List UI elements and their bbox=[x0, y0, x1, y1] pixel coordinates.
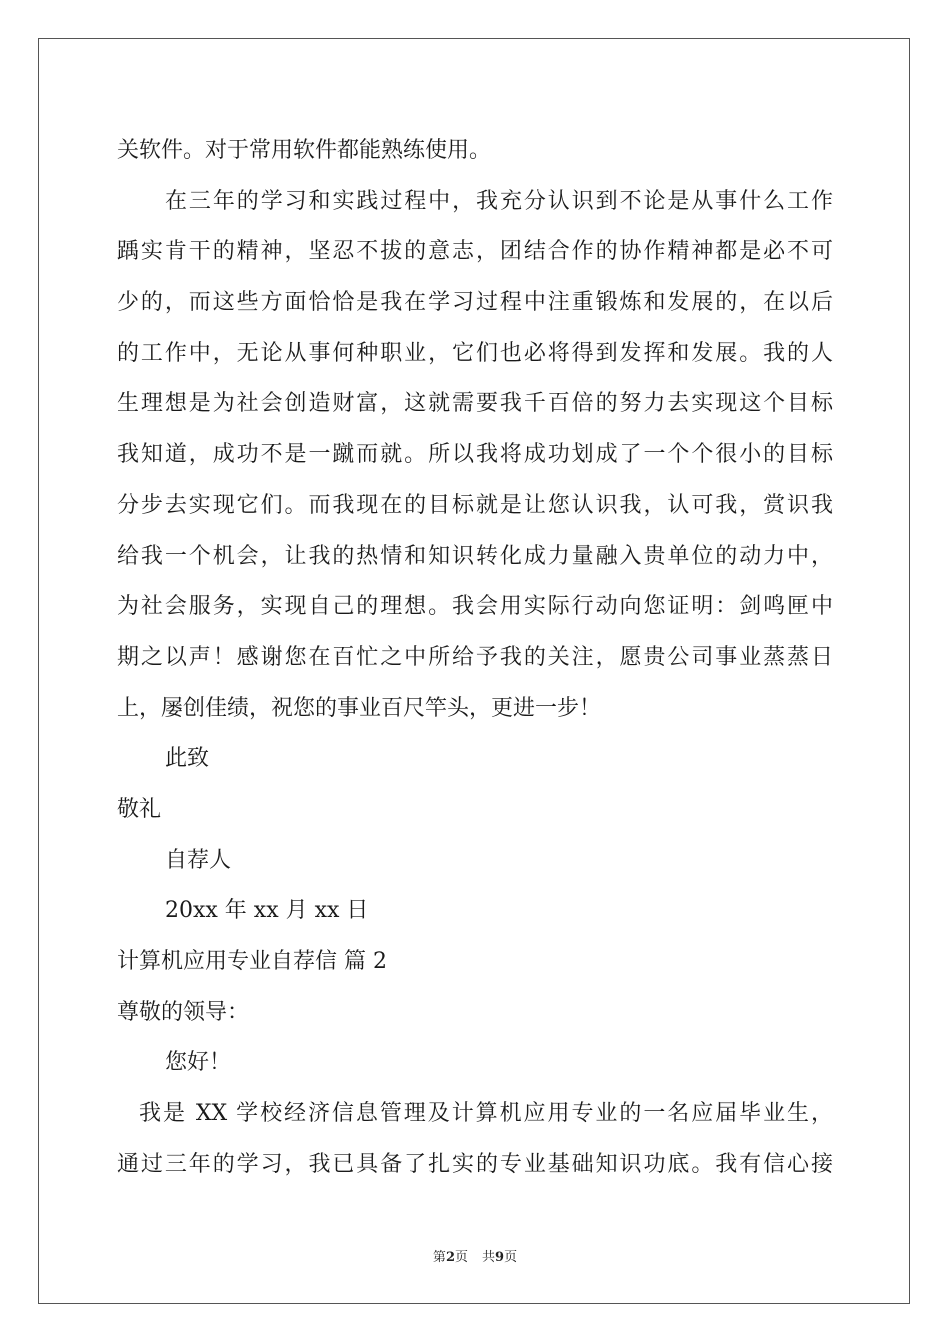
page-number: 2 bbox=[445, 1250, 455, 1265]
signature-date: 20xx 年 xx 月 xx 日 bbox=[165, 898, 369, 924]
text-line: 我知道，成功不是一蹴而就。所以我将成功划成了一个个很小的目标 bbox=[117, 442, 833, 468]
closing-respect: 敬礼 bbox=[117, 796, 162, 822]
text-line: 通过三年的学习，我已具备了扎实的专业基础知识功底。我有信心接 bbox=[117, 1151, 833, 1177]
signature-label: 自荐人 bbox=[165, 847, 232, 873]
section-title: 计算机应用专业自荐信 篇 2 bbox=[117, 949, 387, 974]
page-suffix: 页 bbox=[454, 1250, 468, 1265]
text-line: 为社会服务，实现自己的理想。我会用实际行动向您证明：剑鸣匣中 bbox=[117, 594, 833, 620]
total-prefix: 共 bbox=[482, 1250, 496, 1265]
greeting-recipient: 尊敬的领导： bbox=[117, 999, 250, 1025]
closing-salutation: 此致 bbox=[165, 746, 210, 772]
text-line: 的工作中，无论从事何种职业，它们也必将得到发挥和发展。我的人 bbox=[117, 340, 833, 366]
text-line: 分步去实现它们。而我现在的目标就是让您认识我，认可我，赏识我 bbox=[117, 492, 833, 518]
text-line: 上，屡创佳绩，祝您的事业百尺竿头，更进一步！ bbox=[117, 695, 602, 721]
text-line: 关软件。对于常用软件都能熟练使用。 bbox=[117, 138, 492, 163]
text-line: 给我一个机会，让我的热情和知识转化成力量融入贵单位的动力中， bbox=[117, 543, 833, 569]
total-pages: 9 bbox=[495, 1250, 505, 1265]
page-prefix: 第 bbox=[432, 1250, 446, 1265]
text-line: 我是 XX 学校经济信息管理及计算机应用专业的一名应届毕业生， bbox=[139, 1101, 833, 1127]
text-line: 期之以声！感谢您在百忙之中所给予我的关注，愿贵公司事业蒸蒸日 bbox=[117, 644, 833, 670]
text-line: 生理想是为社会创造财富，这就需要我千百倍的努力去实现这个目标 bbox=[117, 391, 833, 417]
page-footer bbox=[0, 1246, 950, 1265]
text-line: 少的，而这些方面恰恰是我在学习过程中注重锻炼和发展的，在以后 bbox=[117, 290, 833, 316]
text-line: 在三年的学习和实践过程中，我充分认识到不论是从事什么工作 bbox=[165, 188, 833, 214]
greeting: 您好！ bbox=[165, 1050, 232, 1076]
total-suffix: 页 bbox=[504, 1250, 518, 1265]
document-body bbox=[117, 126, 833, 1190]
text-line: 踽实肯干的精神，坚忍不拔的意志，团结合作的协作精神都是必不可 bbox=[117, 239, 833, 265]
